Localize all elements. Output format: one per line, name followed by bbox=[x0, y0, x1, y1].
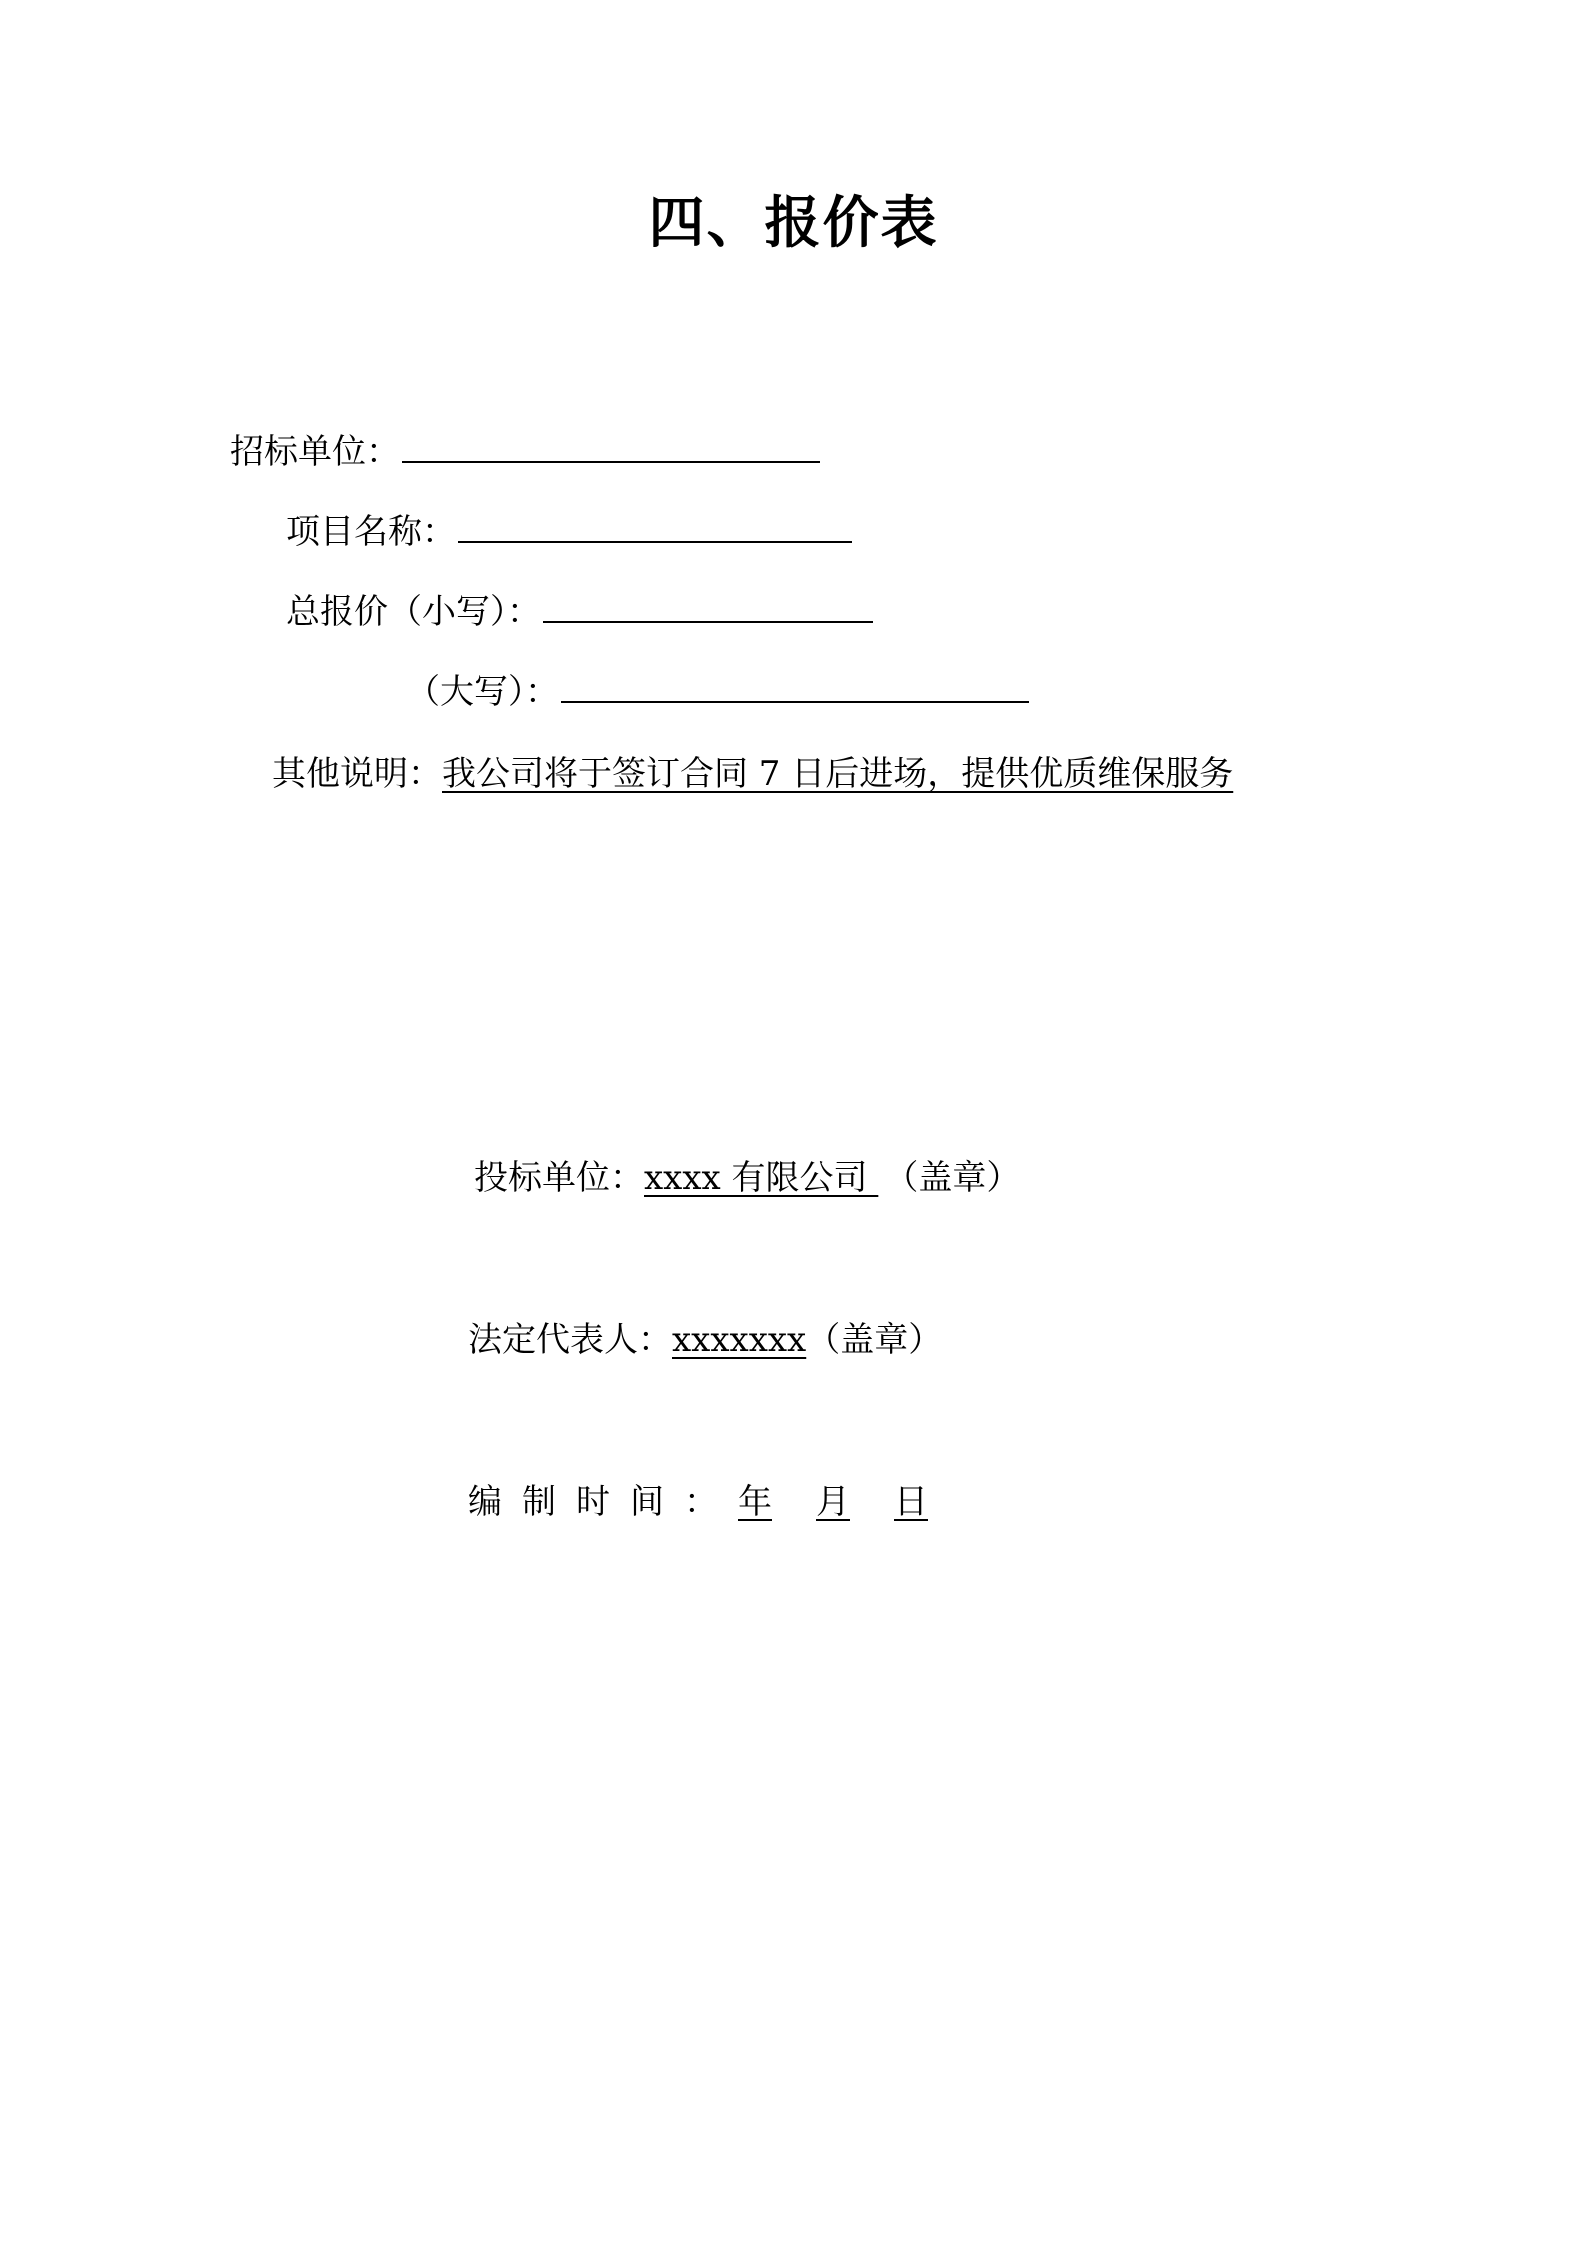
other-notes-label: 其他说明： bbox=[272, 754, 442, 794]
bidding-unit-row bbox=[230, 430, 820, 474]
legal-rep-value: xxxxxxx bbox=[672, 1320, 807, 1360]
total-price-big-label: （大写）： bbox=[406, 672, 559, 712]
bidding-unit-field[interactable] bbox=[402, 431, 820, 463]
date-year: 年 bbox=[738, 1482, 772, 1522]
date-label: 编制时间： bbox=[468, 1482, 738, 1522]
bidder-label: 投标单位： bbox=[474, 1158, 644, 1198]
legal-rep-label: 法定代表人： bbox=[468, 1320, 672, 1360]
project-name-field[interactable] bbox=[458, 511, 852, 543]
total-price-big-row bbox=[406, 670, 1029, 714]
bidding-unit-label: 招标单位： bbox=[230, 432, 400, 472]
project-name-label: 项目名称： bbox=[286, 512, 456, 552]
legal-rep-row bbox=[468, 1318, 942, 1362]
legal-rep-stamp: （盖章） bbox=[806, 1320, 943, 1360]
date-value bbox=[738, 1482, 962, 1522]
total-price-small-field[interactable] bbox=[543, 591, 873, 623]
other-notes-row bbox=[272, 752, 1233, 796]
date-day: 日 bbox=[894, 1482, 928, 1522]
bidder-value: xxxx 有限公司 bbox=[644, 1158, 879, 1198]
page-title: 四、报价表 bbox=[648, 190, 939, 256]
total-price-small-label: 总报价（小写）： bbox=[286, 592, 541, 632]
bidder-stamp: （盖章） bbox=[884, 1158, 1021, 1198]
bidder-row bbox=[474, 1156, 1020, 1200]
date-row bbox=[468, 1480, 962, 1524]
date-month: 月 bbox=[816, 1482, 850, 1522]
project-name-row bbox=[286, 510, 852, 554]
other-notes-value: 我公司将于签订合同 7 日后进场，提供优质维保服务 bbox=[442, 754, 1234, 794]
total-price-big-field[interactable] bbox=[561, 671, 1029, 703]
total-price-small-row bbox=[286, 590, 873, 634]
